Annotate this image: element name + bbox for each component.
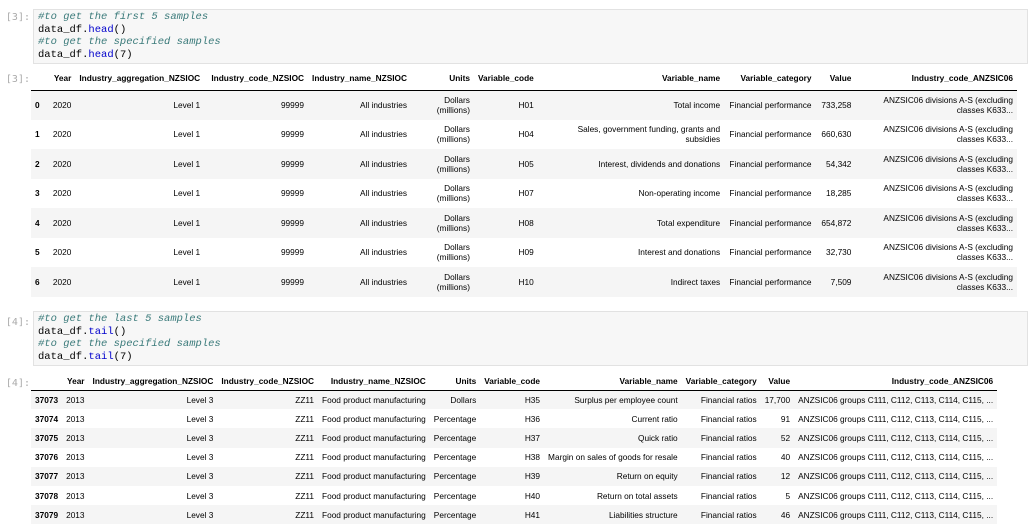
code-function: head xyxy=(88,23,114,36)
table-row xyxy=(31,208,1017,238)
table-cell: Level 1 xyxy=(173,247,201,258)
table-cell: Percentage xyxy=(433,452,477,463)
table-cell: Percentage xyxy=(433,471,477,482)
table-cell: ZZ11 xyxy=(295,394,315,405)
table-cell: 2013 xyxy=(66,413,85,424)
table-cell: ANZSIC06 divisions A-S (excluding classes K633... xyxy=(883,242,1013,263)
cell3-input-prompt: [3]: xyxy=(5,12,30,23)
cell4-input-prompt: [4]: xyxy=(5,317,30,328)
table-cell: Food product manufacturing xyxy=(322,432,426,443)
table-cell: H35 xyxy=(524,394,541,405)
table-cell: Dollars (millions) xyxy=(436,124,470,145)
table-cell: ANZSIC06 groups C111, C112, C113, C114, C115, ... xyxy=(798,394,994,405)
code-comment: #to get the last 5 samples xyxy=(38,313,202,325)
code-args: () xyxy=(113,325,127,338)
column-header xyxy=(31,372,62,390)
table-row xyxy=(31,179,1017,209)
column-header: Year xyxy=(67,375,85,386)
table-cell: Level 1 xyxy=(173,217,201,228)
table-cell: Level 1 xyxy=(173,129,201,140)
table-cell: Dollars (millions) xyxy=(436,212,470,233)
table-cell: 2013 xyxy=(66,509,85,520)
table-cell: Financial ratios xyxy=(700,432,757,443)
code-function: head xyxy=(88,48,114,61)
row-index: 0 xyxy=(35,100,40,110)
table-cell: 2020 xyxy=(52,247,72,258)
code-line xyxy=(38,24,1023,37)
table-cell: ANZSIC06 groups C111, C112, C113, C114, C115, ... xyxy=(798,432,994,443)
cell3-output-prompt: [3]: xyxy=(5,74,30,85)
code-comment: #to get the specified samples xyxy=(38,338,221,351)
row-index: 37079 xyxy=(35,509,59,520)
column-header: Industry_code_NZSIOC xyxy=(221,375,315,386)
code-object: data_df. xyxy=(38,23,89,36)
table-cell: H08 xyxy=(518,217,534,228)
table-cell: Financial ratios xyxy=(700,394,757,405)
table-cell: Financial ratios xyxy=(700,509,757,520)
table-cell: 32,730 xyxy=(826,247,852,258)
table-cell: Percentage xyxy=(433,413,477,424)
code-function: tail xyxy=(88,350,114,363)
table-cell: All industries xyxy=(359,217,407,228)
row-index: 6 xyxy=(35,276,40,287)
table-cell: Financial performance xyxy=(729,217,812,228)
table-cell: All industries xyxy=(359,129,407,140)
table-cell: 733,258 xyxy=(821,100,852,110)
code-comment: #to get the first 5 samples xyxy=(38,11,209,23)
table-cell: 99999 xyxy=(280,158,305,169)
column-header: Variable_code xyxy=(477,72,534,83)
table-cell: Financial performance xyxy=(729,276,812,287)
table-cell: ZZ11 xyxy=(295,432,315,443)
table-cell: 7,509 xyxy=(830,276,852,287)
code-args: (7) xyxy=(113,48,133,61)
code-object: data_df. xyxy=(38,48,89,61)
code-line xyxy=(38,11,1023,24)
table-cell: Financial performance xyxy=(729,247,812,258)
code-line xyxy=(38,36,1023,49)
table-cell: 99999 xyxy=(280,247,305,258)
table-cell: 18,285 xyxy=(826,188,852,199)
table-cell: All industries xyxy=(359,188,407,199)
column-header: Variable_category xyxy=(740,72,812,83)
table-cell: Financial performance xyxy=(729,158,812,169)
column-header: Variable_code xyxy=(484,375,541,386)
row-index: 3 xyxy=(35,188,40,199)
table-row xyxy=(31,505,997,524)
table-cell: Level 1 xyxy=(173,158,201,169)
table-cell: ANZSIC06 divisions A-S (excluding classes K633... xyxy=(883,153,1013,174)
table-cell: Level 1 xyxy=(173,100,201,110)
table-cell: 654,872 xyxy=(821,217,852,228)
table-cell: H38 xyxy=(524,452,541,463)
column-header: Variable_category xyxy=(685,375,757,386)
cell3-code-editor[interactable] xyxy=(33,9,1028,64)
table-cell: H37 xyxy=(524,432,541,443)
row-index: 37075 xyxy=(35,432,59,443)
table-cell: ANZSIC06 groups C111, C112, C113, C114, C115, ... xyxy=(798,509,994,520)
code-function: tail xyxy=(88,325,114,338)
table-cell: Dollars (millions) xyxy=(436,183,470,204)
table-cell: ZZ11 xyxy=(295,509,315,520)
table-cell: H01 xyxy=(518,100,534,110)
table-cell: 660,630 xyxy=(821,129,852,140)
code-line xyxy=(38,326,1023,339)
column-header: Industry_code_NZSIOC xyxy=(211,72,305,83)
table-row xyxy=(31,467,997,486)
column-header: Value xyxy=(829,72,852,83)
table-row xyxy=(31,238,1017,268)
row-index: 37074 xyxy=(35,413,59,424)
column-header: Variable_name xyxy=(619,375,678,386)
row-index: 1 xyxy=(35,129,40,140)
table-cell: Non-operating income xyxy=(638,188,721,199)
table-cell: Surplus per employee count xyxy=(574,394,678,405)
table-cell: 99999 xyxy=(280,217,305,228)
row-index: 2 xyxy=(35,158,40,169)
column-header: Value xyxy=(768,375,791,386)
table-cell: Sales, government funding, grants and subsidies xyxy=(577,124,721,145)
table-cell: 5 xyxy=(785,490,791,501)
code-object: data_df. xyxy=(38,325,89,338)
table-cell: 2013 xyxy=(66,452,85,463)
table-cell: H40 xyxy=(524,490,541,501)
table-cell: Percentage xyxy=(433,432,477,443)
table-cell: Level 3 xyxy=(186,394,214,405)
code-line xyxy=(38,313,1023,326)
column-header: Industry_name_NZSIOC xyxy=(330,375,426,386)
table-cell: H05 xyxy=(518,158,534,169)
table-cell: 99999 xyxy=(280,129,305,140)
table-cell: Percentage xyxy=(433,490,477,501)
table-cell: Food product manufacturing xyxy=(322,509,426,520)
table-cell: 17,700 xyxy=(764,394,791,405)
table-cell: 2020 xyxy=(52,276,72,287)
table-cell: H04 xyxy=(518,129,534,140)
table-cell: Level 1 xyxy=(173,188,201,199)
table-row xyxy=(31,448,997,467)
table-cell: Financial ratios xyxy=(700,490,757,501)
table-cell: 46 xyxy=(780,509,791,520)
table-cell: ZZ11 xyxy=(295,490,315,501)
table-row xyxy=(31,486,997,505)
table-cell: Food product manufacturing xyxy=(322,413,426,424)
table-cell: Level 3 xyxy=(186,490,214,501)
column-header: Industry_name_NZSIOC xyxy=(312,72,407,83)
table-cell: H39 xyxy=(524,471,541,482)
table-cell: 2020 xyxy=(52,100,72,110)
table-cell: Level 3 xyxy=(186,413,214,424)
table-cell: All industries xyxy=(359,158,407,169)
table-cell: ANZSIC06 groups C111, C112, C113, C114, C115, ... xyxy=(798,490,994,501)
table-cell: Total income xyxy=(673,100,721,110)
column-header: Units xyxy=(455,375,477,386)
table-cell: 2020 xyxy=(52,188,72,199)
table-cell: Interest and donations xyxy=(638,247,721,258)
column-header: Variable_name xyxy=(661,72,721,83)
table-cell: All industries xyxy=(359,276,407,287)
row-index: 37073 xyxy=(35,394,59,405)
table-cell: ANZSIC06 divisions A-S (excluding classes K633... xyxy=(883,124,1013,145)
table-cell: Dollars xyxy=(450,394,477,405)
table-cell: 2020 xyxy=(52,158,72,169)
table-cell: Interest, dividends and donations xyxy=(598,158,721,169)
table-cell: Financial ratios xyxy=(700,452,757,463)
table-cell: Dollars (millions) xyxy=(436,95,470,115)
table-cell: 99999 xyxy=(280,188,305,199)
column-header: Industry_code_ANZSIC06 xyxy=(911,72,1013,83)
table-cell: 2020 xyxy=(52,129,72,140)
table-cell: 2020 xyxy=(52,217,72,228)
table-row xyxy=(31,90,1017,120)
table-cell: Level 1 xyxy=(173,276,201,287)
table-cell: Food product manufacturing xyxy=(322,490,426,501)
code-line xyxy=(38,338,1023,351)
table-cell: 52 xyxy=(780,432,791,443)
table-cell: Liabilities structure xyxy=(608,509,678,520)
table-cell: ANZSIC06 divisions A-S (excluding classes K633... xyxy=(883,271,1013,292)
table-cell: Dollars (millions) xyxy=(436,153,470,174)
row-index: 37078 xyxy=(35,490,59,501)
table-cell: Food product manufacturing xyxy=(322,394,426,405)
table-row xyxy=(31,267,1017,297)
row-index: 37076 xyxy=(35,452,59,463)
table-row xyxy=(31,120,1017,150)
table-cell: Margin on sales of goods for resale xyxy=(548,452,678,463)
table-cell: 2013 xyxy=(66,490,85,501)
table-cell: Financial ratios xyxy=(700,471,757,482)
column-header xyxy=(31,66,44,90)
table-cell: 40 xyxy=(780,452,791,463)
table-cell: 99999 xyxy=(280,100,305,110)
table-cell: Dollars (millions) xyxy=(436,242,470,263)
table-cell: Indirect taxes xyxy=(670,276,721,287)
column-header: Year xyxy=(53,72,72,83)
table-cell: H10 xyxy=(518,276,534,287)
table-cell: 12 xyxy=(780,471,791,482)
code-object: data_df. xyxy=(38,350,89,363)
row-index: 5 xyxy=(35,247,40,258)
code-line xyxy=(38,351,1023,364)
table-cell: Financial performance xyxy=(729,100,812,110)
table-cell: ANZSIC06 divisions A-S (excluding classes K633... xyxy=(883,212,1013,233)
table-cell: ANZSIC06 divisions A-S (excluding classes K633... xyxy=(883,95,1013,115)
code-line xyxy=(38,49,1023,62)
tail-dataframe-table xyxy=(31,372,997,524)
table-cell: 2013 xyxy=(66,471,85,482)
table-cell: ANZSIC06 groups C111, C112, C113, C114, C115, ... xyxy=(798,471,994,482)
table-cell: All industries xyxy=(359,100,407,110)
table-cell: All industries xyxy=(359,247,407,258)
table-cell: Current ratio xyxy=(631,413,678,424)
table-cell: Level 3 xyxy=(186,432,214,443)
table-cell: Level 3 xyxy=(186,471,214,482)
column-header: Units xyxy=(449,72,470,83)
table-cell: 54,342 xyxy=(826,158,852,169)
code-args: (7) xyxy=(113,350,133,363)
table-cell: Level 3 xyxy=(186,452,214,463)
table-cell: Percentage xyxy=(433,509,477,520)
row-index: 4 xyxy=(35,217,40,228)
table-cell: Return on equity xyxy=(616,471,678,482)
row-index: 37077 xyxy=(35,471,59,482)
column-header: Industry_code_ANZSIC06 xyxy=(891,375,994,386)
table-cell: H41 xyxy=(524,509,541,520)
table-cell: Financial ratios xyxy=(700,413,757,424)
table-cell: 91 xyxy=(780,413,791,424)
table-cell: ANZSIC06 divisions A-S (excluding classes K633... xyxy=(883,183,1013,204)
table-cell: H36 xyxy=(524,413,541,424)
table-row xyxy=(31,409,997,428)
cell4-code-editor[interactable] xyxy=(33,311,1028,366)
table-cell: Financial performance xyxy=(729,188,812,199)
table-cell: Level 3 xyxy=(186,509,214,520)
table-cell: Total expenditure xyxy=(656,217,721,228)
cell4-output-prompt: [4]: xyxy=(5,378,30,389)
table-cell: H07 xyxy=(518,188,534,199)
table-cell: ANZSIC06 groups C111, C112, C113, C114, C115, ... xyxy=(798,452,994,463)
table-cell: Return on total assets xyxy=(596,490,678,501)
table-cell: ZZ11 xyxy=(295,471,315,482)
head-dataframe-table xyxy=(31,66,1017,297)
table-cell: ZZ11 xyxy=(295,413,315,424)
column-header: Industry_aggregation_NZSIOC xyxy=(92,375,214,386)
table-cell: Dollars (millions) xyxy=(436,271,470,292)
table-cell: Financial performance xyxy=(729,129,812,140)
column-header: Industry_aggregation_NZSIOC xyxy=(79,72,201,83)
code-args: () xyxy=(113,23,127,36)
table-cell: H09 xyxy=(518,247,534,258)
table-row xyxy=(31,428,997,447)
table-cell: Food product manufacturing xyxy=(322,452,426,463)
code-comment: #to get the specified samples xyxy=(38,36,221,49)
table-cell: 2013 xyxy=(66,394,85,405)
table-cell: ANZSIC06 groups C111, C112, C113, C114, C115, ... xyxy=(798,413,994,424)
table-cell: ZZ11 xyxy=(295,452,315,463)
table-cell: 2013 xyxy=(66,432,85,443)
table-row xyxy=(31,390,997,409)
table-cell: Quick ratio xyxy=(638,432,678,443)
table-row xyxy=(31,149,1017,179)
table-cell: Food product manufacturing xyxy=(322,471,426,482)
table-cell: 99999 xyxy=(280,276,305,287)
